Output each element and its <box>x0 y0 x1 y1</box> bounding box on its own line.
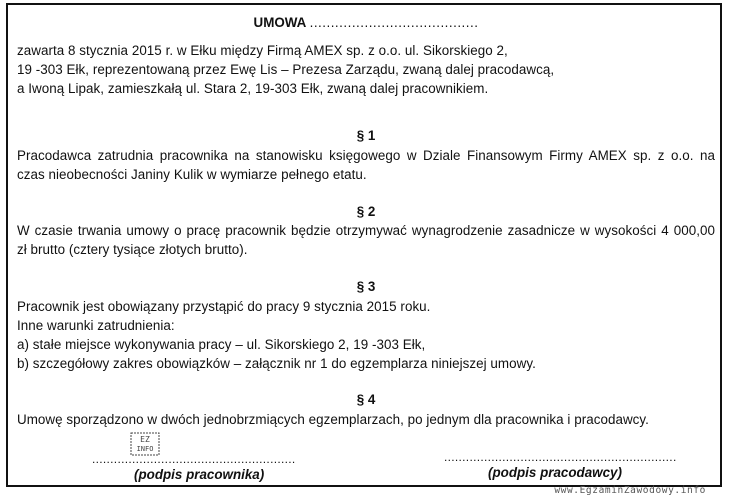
intro-line-2: 19 -303 Ełk, reprezentowaną przez Ewę Lis – Prezesa Zarządu, zwaną dalej pracodawcą, <box>17 62 555 77</box>
section-1-line-1: Pracodawca zatrudnia pracownika na stanowisku księgowego w Dziale Finansowym Firmy AMEX sp. z o.o. na <box>17 148 715 163</box>
section-3-line-1: Pracownik jest obowiązany przystąpić do pracy 9 stycznia 2015 roku. <box>17 299 431 314</box>
document-frame <box>6 3 722 487</box>
employee-signature-label: (podpis pracownika) <box>134 467 265 482</box>
employer-signature-label: (podpis pracodawcy) <box>488 465 622 480</box>
section-4-heading: § 4 <box>356 392 376 407</box>
ez-info-stamp-icon <box>130 432 160 456</box>
section-2-line-2: zł brutto (cztery tysiące złotych brutto). <box>17 242 248 257</box>
employee-signature-line: ........................................................ <box>92 452 296 466</box>
section-1-heading: § 1 <box>356 128 376 143</box>
svg-text:INFO: INFO <box>136 445 154 453</box>
section-3-heading: § 3 <box>356 279 376 294</box>
section-3-line-4: b) szczegółowy zakres obowiązków – załącznik nr 1 do egzemplarza niniejszej umowy. <box>17 356 536 371</box>
svg-text:EZ: EZ <box>140 435 150 444</box>
section-1-line-2: czas nieobecności Janiny Kulik w wymiarze pełnego etatu. <box>17 167 367 182</box>
section-2-heading: § 2 <box>356 204 376 219</box>
watermark: www.EgzaminZawodowy.info <box>554 485 706 496</box>
section-2-line-1: W czasie trwania umowy o pracę pracownik będzie otrzymywać wynagrodzenie zasadnicze w wysokości 4 000,00 <box>17 223 715 238</box>
document-title <box>8 15 724 30</box>
title-dots: ........................................ <box>309 15 479 30</box>
section-4-line-1: Umowę sporządzono w dwóch jednobrzmiących egzemplarzach, po jednym dla pracownika i pracodawcy. <box>17 412 649 427</box>
title-text: UMOWA <box>253 15 306 30</box>
intro-line-1: zawarta 8 stycznia 2015 r. w Ełku między Firmą AMEX sp. z o.o. ul. Sikorskiego 2, <box>17 43 508 58</box>
employer-signature-line: ................................................................ <box>444 450 677 464</box>
intro-line-3: a Iwoną Lipak, zamieszkałą ul. Stara 2, 19-303 Ełk, zwaną dalej pracownikiem. <box>17 81 489 96</box>
section-3-line-2: Inne warunki zatrudnienia: <box>17 318 175 333</box>
section-3-line-3: a) stałe miejsce wykonywania pracy – ul. Sikorskiego 2, 19 -303 Ełk, <box>17 337 426 352</box>
